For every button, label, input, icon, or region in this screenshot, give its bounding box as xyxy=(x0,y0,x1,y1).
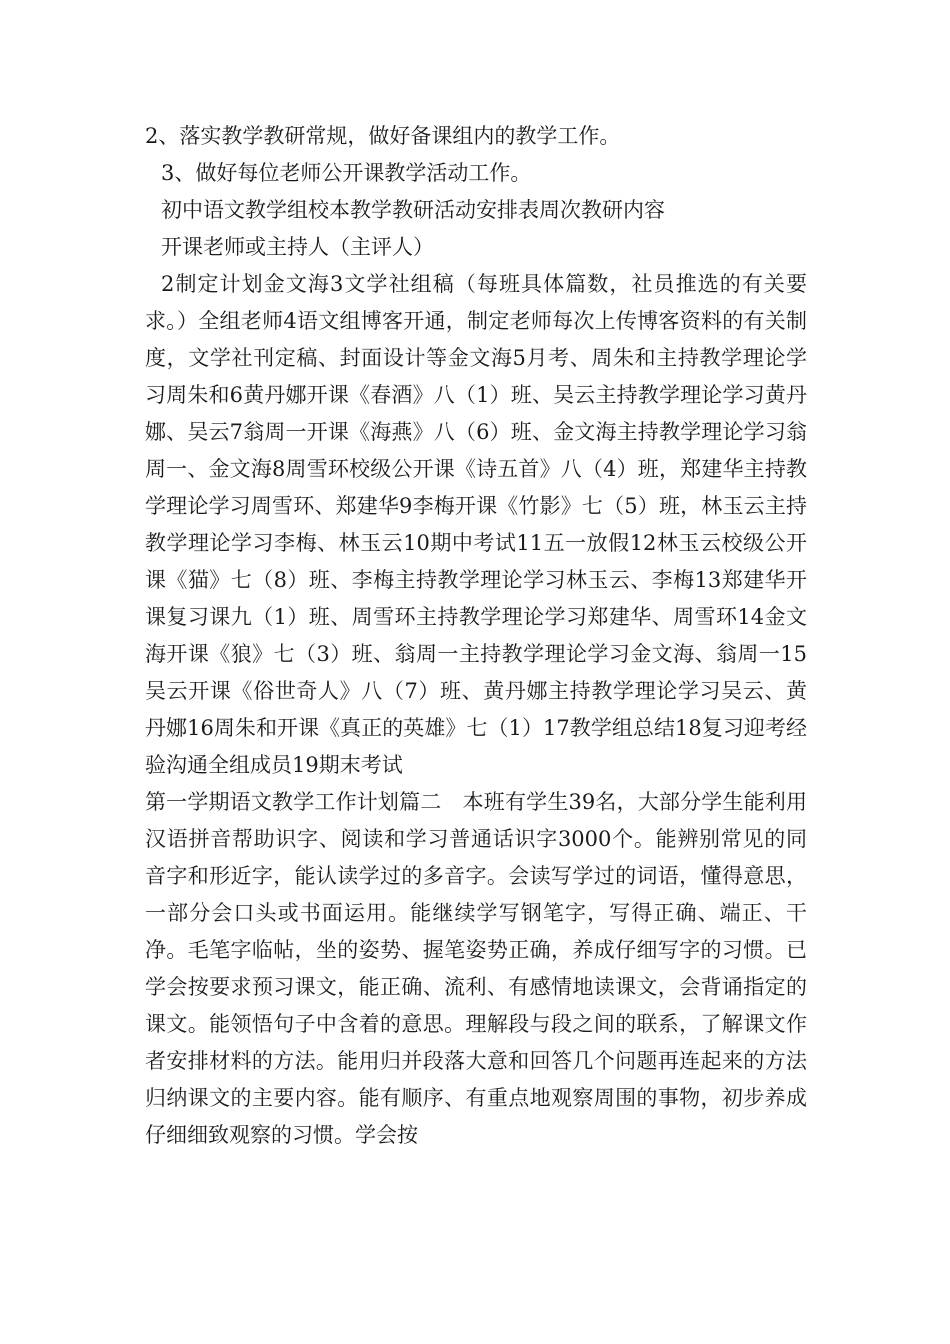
schedule-table-content: 2制定计划金文海3文学社组稿（每班具体篇数，社员推选的有关要求。）全组老师4语文组博客开通，制定老师每次上传博客资料的有关制度，文学社刊定稿、封面设计等金文海5月考、周朱和主持教学理论学习周朱和6黄丹娜开课《春酒》八（1）班、吴云主持教学理论学习黄丹娜、吴云7翁周一开课《海燕》八（6）班、金文海主持教学理论学习翁周一、金文海8周雪环校级公开课《诗五首》八（4）班，郑建华主持教学理论学习周雪环、郑建华9李梅开课《竹影》七（5）班，林玉云主持教学理论学习李梅、林玉云10期中考试11五一放假12林玉云校级公开课《猫》七（8）班、李梅主持教学理论学习林玉云、李梅13郑建华开课复习课九（1）班、周雪环主持教学理论学习郑建华、周雪环14金文海开课《狼》七（3）班、翁周一主持教学理论学习金文海、翁周一15吴云开课《俗世奇人》八（7）班、黄丹娜主持教学理论学习吴云、黄丹娜16周朱和开课《真正的英雄》七（1）17教学组总结18复习迎考经验沟通全组成员19期末考试 xyxy=(145,272,807,777)
plan-section-two-paragraph: 第一学期语文教学工作计划篇二 本班有学生39名，大部分学生能利用汉语拼音帮助识字、阅读和学习普通话识字3000个。能辨别常见的同音字和形近字，能认读学过的多音字。会读写学过的词语，懂得意思，一部分会口头或书面运用。能继续学写钢笔字，写得正确、端正、干净。毛笔字临帖，坐的姿势、握笔姿势正确，养成仔细写字的习惯。已学会按要求预习课文，能正确、流利、有感情地读课文，会背诵指定的课文。能领悟句子中含着的意思。理解段与段之间的联系，了解课文作者安排材料的方法。能用归并段落大意和回答几个问题再连起来的方法归纳课文的主要内容。能有顺序、有重点地观察周围的事物，初步养成仔细细致观察的习惯。学会按 xyxy=(145,790,807,1147)
schedule-table-header: 开课老师或主持人（主评人） xyxy=(161,235,434,259)
paragraph-item-2: 2、落实教学教研常规，做好备课组内的教学工作。 xyxy=(145,124,621,148)
schedule-table-title: 初中语文教学组校本教学教研活动安排表周次教研内容 xyxy=(161,198,665,222)
paragraph-item-3: 3、做好每位老师公开课教学活动工作。 xyxy=(161,161,532,185)
document-body xyxy=(145,118,807,1154)
